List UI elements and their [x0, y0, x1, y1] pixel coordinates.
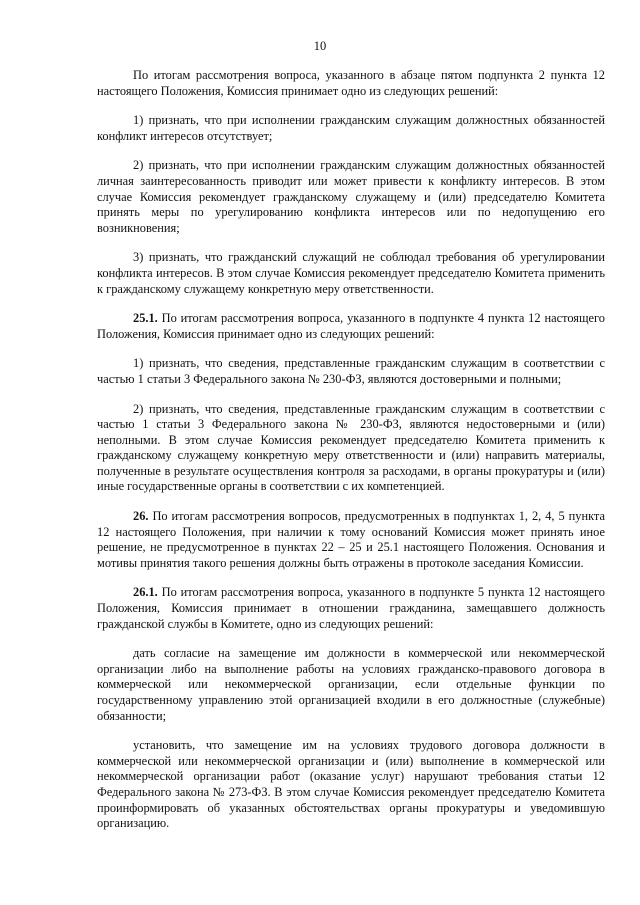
- paragraph-review-item2: [97, 68, 605, 99]
- document-body: [97, 68, 605, 832]
- paragraph-text: 1) признать, что сведения, представленные гражданским служащим в соответствии с частью 1 статьи 3 Федерального закона № 230-ФЗ, являются достоверными и полными;: [97, 356, 605, 386]
- paragraph-text: 1) признать, что при исполнении гражданским служащим должностных обязанностей конфликт интересов отсутствует;: [97, 113, 605, 143]
- paragraph-25-1: [97, 311, 605, 342]
- paragraph-decision-2: [97, 158, 605, 236]
- paragraph-text: По итогам рассмотрения вопроса, указанного в подпункте 4 пункта 12 настоящего Положения, Комиссия принимает одно из следующих решений:: [97, 311, 605, 341]
- paragraph-25-1-decision-1: [97, 356, 605, 387]
- paragraph-text: По итогам рассмотрения вопроса, указанного в абзаце пятом подпункта 2 пункта 12 настоящего Положения, Комиссия принимает одно из следующих решений:: [97, 68, 605, 98]
- paragraph-text: По итогам рассмотрения вопросов, предусмотренных в подпунктах 1, 2, 4, 5 пункта 12 настоящего Положения, при наличии к тому оснований Комиссия может принять иное решение, не предусмотренное в пунктах 22 – 25 и 25.1 настоящего Положения. Основания и мотивы принятия такого решения должны быть отражены в протоколе заседания Комиссии.: [97, 509, 605, 570]
- paragraph-26: [97, 509, 605, 571]
- page-number: 10: [313, 39, 327, 53]
- clause-number: 25.1.: [133, 311, 158, 326]
- paragraph-26-1-violation: [97, 738, 605, 832]
- paragraph-26-1-consent: [97, 646, 605, 724]
- paragraph-text: установить, что замещение им на условиях трудового договора должности в коммерческой или некоммерческой организации и (или) выполнение в коммерческой или некоммерческой организации работ (оказание услуг) нарушают требования статьи 12 Федерального закона № 273-ФЗ. В этом случае Комиссия рекомендует председателю Комитета проинформировать об указанных обстоятельствах органы прокуратуры и уведомившую организацию.: [97, 738, 605, 831]
- clause-number: 26.: [133, 509, 149, 524]
- paragraph-25-1-decision-2: [97, 402, 605, 496]
- paragraph-text: 2) признать, что при исполнении гражданским служащим должностных обязанностей личная заинтересованность приводит или может привести к конфликту интересов. В этом случае Комиссия рекомендует гражданскому служащему и (или) председателю Комитета принять меры по урегулированию конфликта интересов или по недопущению его возникновения;: [97, 158, 605, 235]
- paragraph-text: 3) признать, что гражданский служащий не соблюдал требования об урегулировании конфликта интересов. В этом случае Комиссия рекомендует председателю Комитета применить к гражданскому служащему конкретную меру ответственности.: [97, 250, 605, 296]
- paragraph-text: 2) признать, что сведения, представленные гражданским служащим в соответствии с частью 1 статьи 3 Федерального закона № 230-ФЗ, являются недостоверными и (или) неполными. В этом случае Комиссия рекомендует председателю Комитета применить к гражданскому служащему конкретную меру ответственности и (или) направить материалы, полученные в результате осуществления контроля за расходами, в органы прокуратуры и (или) иные государственные органы в соответствии с их компетенцией.: [97, 401, 605, 494]
- paragraph-text: По итогам рассмотрения вопроса, указанного в подпункте 5 пункта 12 настоящего Положения, Комиссия принимает в отношении гражданина, замещавшего должность гражданской службы в Комитете, одно из следующих решений:: [97, 585, 605, 631]
- paragraph-text: дать согласие на замещение им должности в коммерческой или некоммерческой организации либо на выполнение работы на условиях гражданско-правового договора в коммерческой или некоммерческой организации, если отдельные функции по государственному управлению этой организацией входили в его должностные (служебные) обязанности;: [97, 646, 605, 723]
- paragraph-decision-1: [97, 113, 605, 144]
- clause-number: 26.1.: [133, 585, 158, 600]
- paragraph-decision-3: [97, 250, 605, 297]
- paragraph-26-1: [97, 585, 605, 632]
